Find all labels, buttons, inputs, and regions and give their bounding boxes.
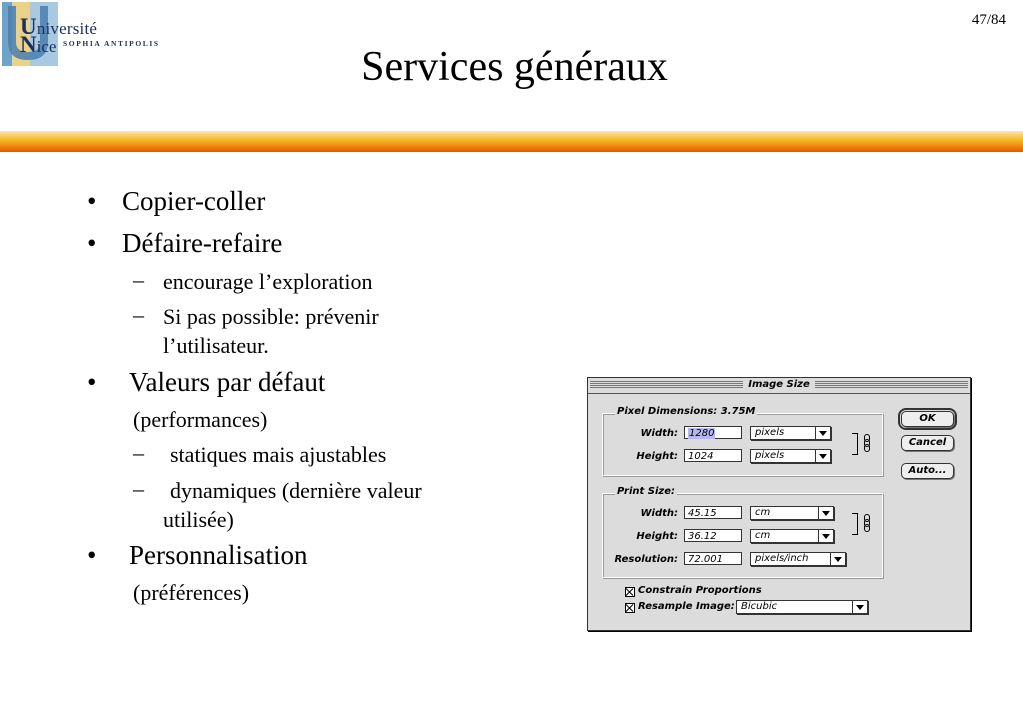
print-height-field[interactable]: 36.12 (684, 529, 742, 542)
pixel-dimensions-label: Pixel Dimensions: 3.75M (617, 406, 756, 417)
pixel-link-bracket (852, 433, 858, 455)
slide-title: Services généraux (361, 44, 668, 90)
logo-nice-text: Nice (20, 32, 57, 57)
header-divider-bar (0, 131, 1023, 152)
print-height-label: Height: (636, 531, 678, 542)
personnalisation-note: (préférences) (133, 580, 250, 605)
image-size-dialog (587, 377, 971, 631)
resample-method-select[interactable]: Bicubic (736, 600, 868, 614)
pixel-height-label: Height: (636, 451, 678, 462)
pixel-height-unit-select[interactable]: pixels (750, 449, 831, 463)
pixel-width-unit-select[interactable]: pixels (750, 426, 831, 440)
valeurs-note: (performances) (133, 407, 268, 432)
chain-link-icon (864, 434, 870, 452)
chevron-down-icon (852, 601, 867, 613)
chain-link-icon (864, 514, 870, 532)
resolution-label: Resolution: (614, 554, 678, 565)
auto-button[interactable]: Auto... (901, 463, 954, 479)
dialog-titlebar[interactable] (588, 378, 970, 394)
print-width-unit-select[interactable]: cm (750, 506, 834, 520)
print-width-label: Width: (640, 508, 678, 519)
ok-button[interactable]: OK (901, 411, 954, 427)
print-link-bracket (852, 513, 858, 535)
pixel-width-label: Width: (640, 428, 678, 439)
pixel-width-field[interactable]: 1280 (684, 426, 742, 439)
resample-image-label: Resample Image: (638, 601, 735, 612)
chevron-down-icon (818, 530, 833, 542)
resolution-unit-select[interactable]: pixels/inch (750, 552, 846, 566)
chevron-down-icon (815, 427, 830, 439)
logo-universite-text: Université (20, 14, 98, 39)
print-size-label: Print Size: (617, 486, 675, 497)
page-number: 47/84 (971, 12, 1006, 28)
dialog-title: Image Size (743, 379, 815, 390)
chevron-down-icon (818, 507, 833, 519)
logo-sophia-text: SOPHIA ANTIPOLIS (63, 39, 160, 48)
print-width-field[interactable]: 45.15 (684, 506, 742, 519)
constrain-proportions-checkbox[interactable] (625, 587, 635, 597)
resample-image-checkbox[interactable] (625, 603, 635, 613)
chevron-down-icon (830, 553, 845, 565)
pixel-dimensions-group (602, 413, 883, 476)
constrain-proportions-label: Constrain Proportions (638, 585, 762, 596)
print-height-unit-select[interactable]: cm (750, 529, 834, 543)
pixel-height-field[interactable]: 1024 (684, 449, 742, 462)
chevron-down-icon (815, 450, 830, 462)
resolution-field[interactable]: 72.001 (684, 552, 742, 565)
cancel-button[interactable]: Cancel (901, 435, 954, 451)
